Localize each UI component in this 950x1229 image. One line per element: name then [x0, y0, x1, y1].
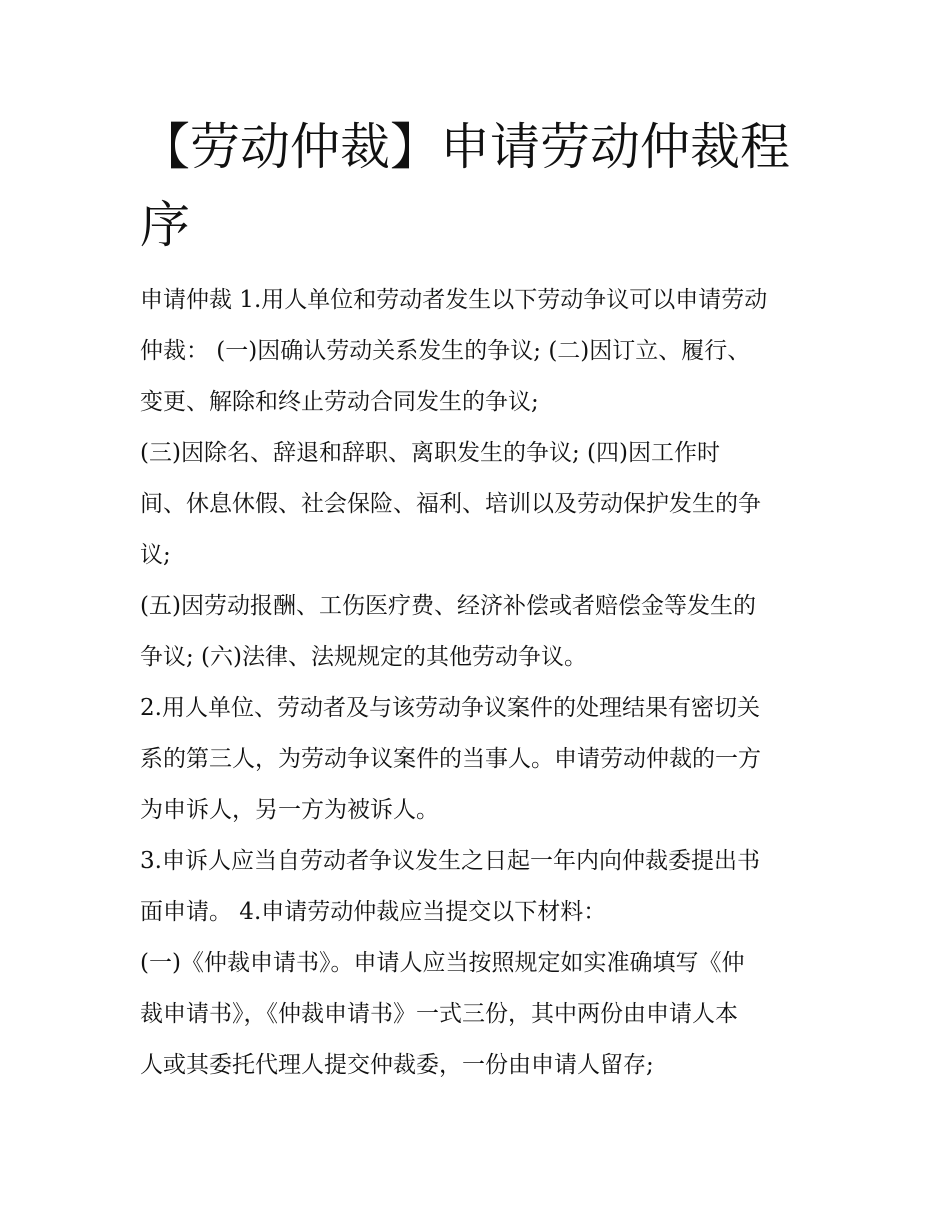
body-line: 人或其委托代理人提交仲裁委，一份由申请人留存; [140, 1052, 654, 1078]
body-line: 为申诉人，另一方为被诉人。 [140, 797, 439, 823]
body-line: (五)因劳动报酬、工伤医疗费、经济补偿或者赔偿金等发生的 [140, 593, 756, 619]
body-line: 2.用人单位、劳动者及与该劳动争议案件的处理结果有密切关 [140, 695, 760, 721]
title-line-2: 序 [140, 196, 190, 254]
body-line: (一)《仲裁申请书》。申请人应当按照规定如实准确填写《仲 [140, 950, 745, 976]
body-line: 争议; (六)法律、法规规定的其他劳动争议。 [140, 644, 588, 670]
body-line: 系的第三人，为劳动争议案件的当事人。申请劳动仲裁的一方 [140, 746, 761, 772]
body-line: (三)因除名、辞退和辞职、离职发生的争议; (四)因工作时 [140, 440, 720, 466]
body-line: 裁申请书》，《仲裁申请书》一式三份，其中两份由申请人本 [140, 1001, 738, 1027]
body-line: 仲裁： (一)因确认劳动关系发生的争议; (二)因订立、履行、 [140, 338, 751, 364]
body-line: 面申请。 4.申请劳动仲裁应当提交以下材料： [140, 899, 607, 925]
body-line: 3.申诉人应当自劳动者争议发生之日起一年内向仲裁委提出书 [140, 848, 760, 874]
body-line: 变更、解除和终止劳动合同发生的争议; [140, 389, 539, 415]
title-line-1: 【劳动仲裁】申请劳动仲裁程 [140, 118, 790, 176]
body-line: 议; [140, 542, 171, 568]
body-line: 申请仲裁 1.用人单位和劳动者发生以下劳动争议可以申请劳动 [140, 287, 768, 313]
document-body [140, 275, 820, 1091]
body-line: 间、休息休假、社会保险、福利、培训以及劳动保护发生的争 [140, 491, 761, 517]
document-title [140, 108, 820, 264]
